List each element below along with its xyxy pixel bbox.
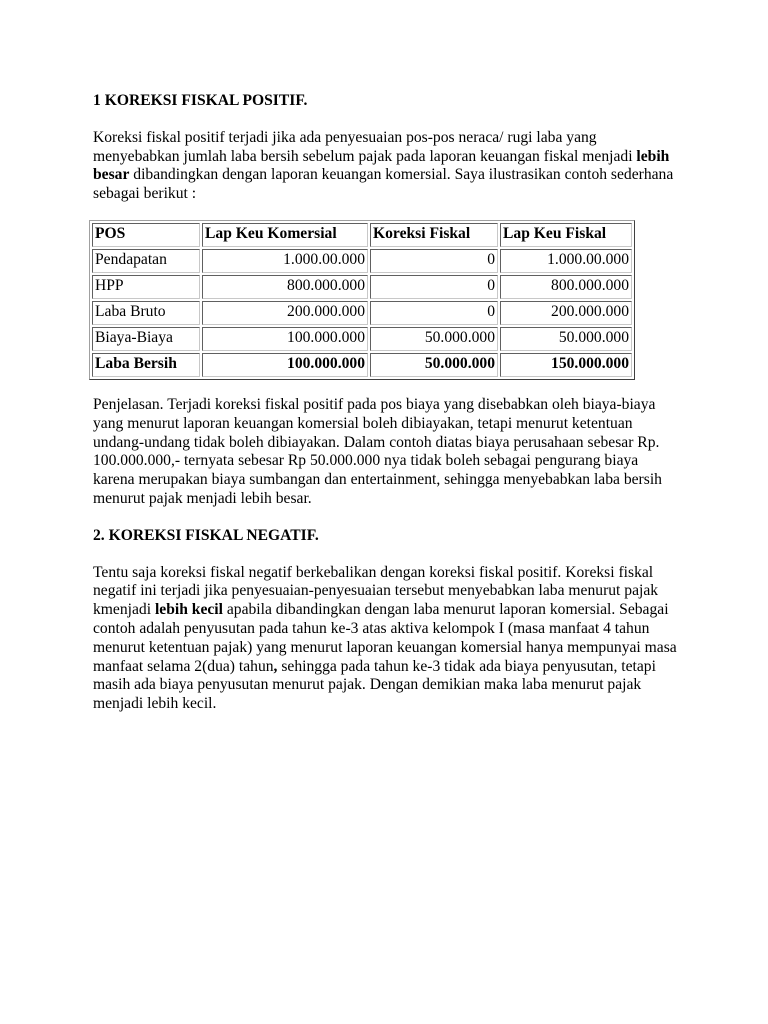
- document-page: [93, 92, 683, 714]
- table-cell: Laba Bruto: [92, 301, 200, 325]
- section2-heading: 2. KOREKSI FISKAL NEGATIF.: [93, 526, 319, 544]
- section1-explanation: Penjelasan. Terjadi koreksi fiskal positif pada pos biaya yang disebabkan oleh biaya-biaya yang menurut laporan keuangan komersial boleh dibiayakan, tetapi menurut ketentuan undang-undang tidak boleh dibiayakan. Dalam contoh diatas biaya perusahaan sebesar Rp. 100.000.000,- ternyata sebesar Rp 50.000.000 nya tidak boleh sebagai pengurang biaya karena merupakan biaya sumbangan dan entertainment, sehingga menyebabkan laba bersih menurut pajak menjadi lebih besar.: [93, 395, 662, 507]
- fiscal-correction-table: [89, 220, 635, 380]
- section2-text-2: apabila dibandingkan dengan laba menurut laporan komersial. Sebagai contoh adalah penyusutan pada tahun ke-3 atas aktiva kelompok I (masa manfaat 4 tahun menurut ketentuan pajak) yang menurut laporan keuangan komersial hanya mempunyai masa manfaat selama 2(dua) tahun: [93, 601, 677, 675]
- table-row: [92, 249, 632, 273]
- table-cell: 200.000.000: [202, 301, 368, 325]
- table-cell: 1.000.00.000: [500, 249, 632, 273]
- table-total-cell: 50.000.000: [370, 353, 498, 377]
- section1-intro-text-1: Koreksi fiskal positif terjadi jika ada penyesuaian pos-pos neraca/ rugi laba yang menyebabkan jumlah laba bersih sebelum pajak pada laporan keuangan fiskal menjadi: [93, 128, 637, 165]
- table-total-cell: 100.000.000: [202, 353, 368, 377]
- section1-heading: 1 KOREKSI FISKAL POSITIF.: [93, 92, 308, 109]
- table-cell: Biaya-Biaya: [92, 327, 200, 351]
- table-cell: 50.000.000: [370, 327, 498, 351]
- section2-bold-2: ,: [273, 657, 278, 675]
- table-cell: Pendapatan: [92, 249, 200, 273]
- table-cell: 100.000.000: [202, 327, 368, 351]
- table-total-cell: 150.000.000: [500, 353, 632, 377]
- section1-intro-bold: lebih besar: [93, 147, 670, 184]
- table-total-row: [92, 353, 632, 377]
- section1-intro-text-2: dibandingkan dengan laporan keuangan komersial. Saya ilustrasikan contoh sederhana sebagai berikut :: [93, 166, 674, 203]
- table-cell: 0: [370, 275, 498, 299]
- table-total-cell: Laba Bersih: [92, 353, 200, 377]
- table-cell: 0: [370, 249, 498, 273]
- section2-bold-1: lebih kecil: [154, 601, 223, 619]
- table-header-cell: POS: [92, 223, 200, 247]
- table-header-row: [92, 223, 632, 247]
- table-cell: 50.000.000: [500, 327, 632, 351]
- section1-intro: [93, 129, 683, 204]
- table-header-cell: Lap Keu Fiskal: [500, 223, 632, 247]
- table-header-cell: Lap Keu Komersial: [202, 223, 368, 247]
- table-cell: HPP: [92, 275, 200, 299]
- table-row: [92, 275, 632, 299]
- table-cell: 800.000.000: [500, 275, 632, 299]
- section2-body: [93, 564, 683, 714]
- table-cell: 1.000.00.000: [202, 249, 368, 273]
- table-cell: 800.000.000: [202, 275, 368, 299]
- table-row: [92, 301, 632, 325]
- table-cell: 0: [370, 301, 498, 325]
- section2-text-1: Tentu saja koreksi fiskal negatif berkebalikan dengan koreksi fiskal positif. Koreksi fiskal negatif ini terjadi jika penyesuaian-penyesuaian tersebut menyebabkan laba menurut pajak kmenjadi: [93, 563, 659, 619]
- section2-text-3: sehingga pada tahun ke-3 tidak ada biaya penyusutan, tetapi masih ada biaya penyusutan menurut pajak. Dengan demikian maka laba menurut pajak menjadi lebih kecil.: [93, 657, 656, 713]
- table-header-cell: Koreksi Fiskal: [370, 223, 498, 247]
- table-row: [92, 327, 632, 351]
- table-cell: 200.000.000: [500, 301, 632, 325]
